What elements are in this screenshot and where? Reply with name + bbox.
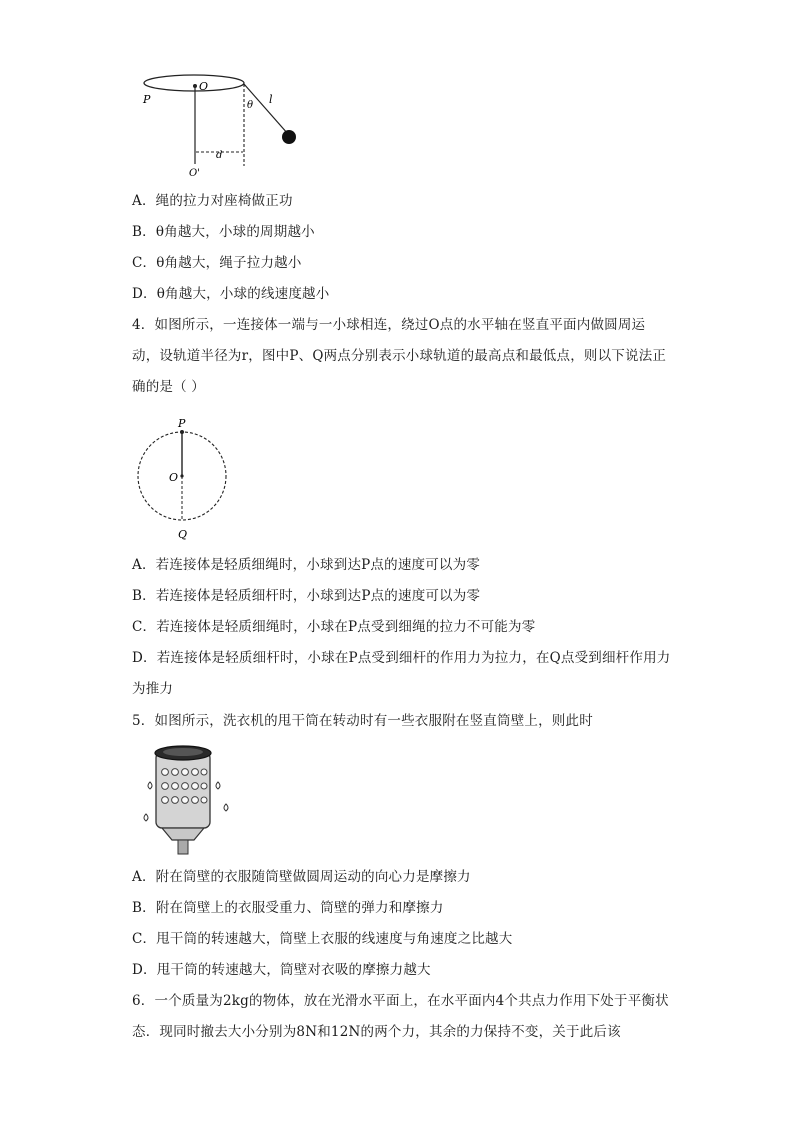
q4-option-d: D．若连接体是轻质细杆时，小球在P点受到细杆的作用力为拉力，在Q点受到细杆作用力为推力 [132,650,671,697]
q3-option-a: A．绳的拉力对座椅做正功 [132,193,293,209]
q4-stem: 4．如图所示，一连接体一端与一小球相连，绕过O点的水平轴在竖直平面内做圆周运动，设轨道半径为r，图中P、Q两点分别表示小球轨道的最高点和最低点，则以下说法正确的是（ ） [132,317,667,395]
label-o-bottom: O' [189,168,200,179]
q5-option-c: C．甩干筒的转速越大，筒壁上衣服的线速度与角速度之比越大 [132,931,513,947]
q5-stem: 5．如图所示，洗衣机的甩干筒在转动时有一些衣服附在竖直筒壁上，则此时 [132,713,593,729]
spin-drum-figure [138,742,238,857]
q5-option-a: A．附在筒壁的衣服随筒壁做圆周运动的向心力是摩擦力 [132,869,471,885]
point-o-marker [180,474,183,477]
q6-stem: 6．一个质量为2kg的物体，放在光滑水平面上，在水平面内4个共点力作用下处于平衡状态．现同时撤去大小分别为8N和12N的两个力，其余的力保持不变，关于此后该 [132,993,669,1040]
vertical-circle-figure [132,414,232,544]
label-l: l [269,93,273,106]
label-d: d [216,150,223,161]
ball [282,130,296,144]
label-o: O [169,471,179,484]
label-o-top: O [199,80,209,93]
q5-option-d: D．甩干筒的转速越大，筒壁对衣吸的摩擦力越大 [132,962,431,978]
q4-option-c: C．若连接体是轻质细绳时，小球在P点受到细绳的拉力不可能为零 [132,619,536,635]
q3-option-d: D．θ角越大，小球的线速度越小 [132,286,330,302]
conical-pendulum-figure [138,70,308,180]
label-theta: θ [247,100,254,111]
point-p-marker [180,430,184,434]
q3-option-b: B．θ角越大，小球的周期越小 [132,224,315,240]
q5-option-b: B．附在筒壁上的衣服受重力、筒壁的弹力和摩擦力 [132,900,444,916]
label-p: P [178,417,186,430]
label-p: P [143,93,151,106]
q3-option-c: C．θ角越大，绳子拉力越小 [132,255,302,271]
q4-option-a: A．若连接体是轻质细绳时，小球到达P点的速度可以为零 [132,557,481,573]
q4-option-b: B．若连接体是轻质细杆时，小球到达P点的速度可以为零 [132,588,481,604]
label-q: Q [178,528,188,541]
